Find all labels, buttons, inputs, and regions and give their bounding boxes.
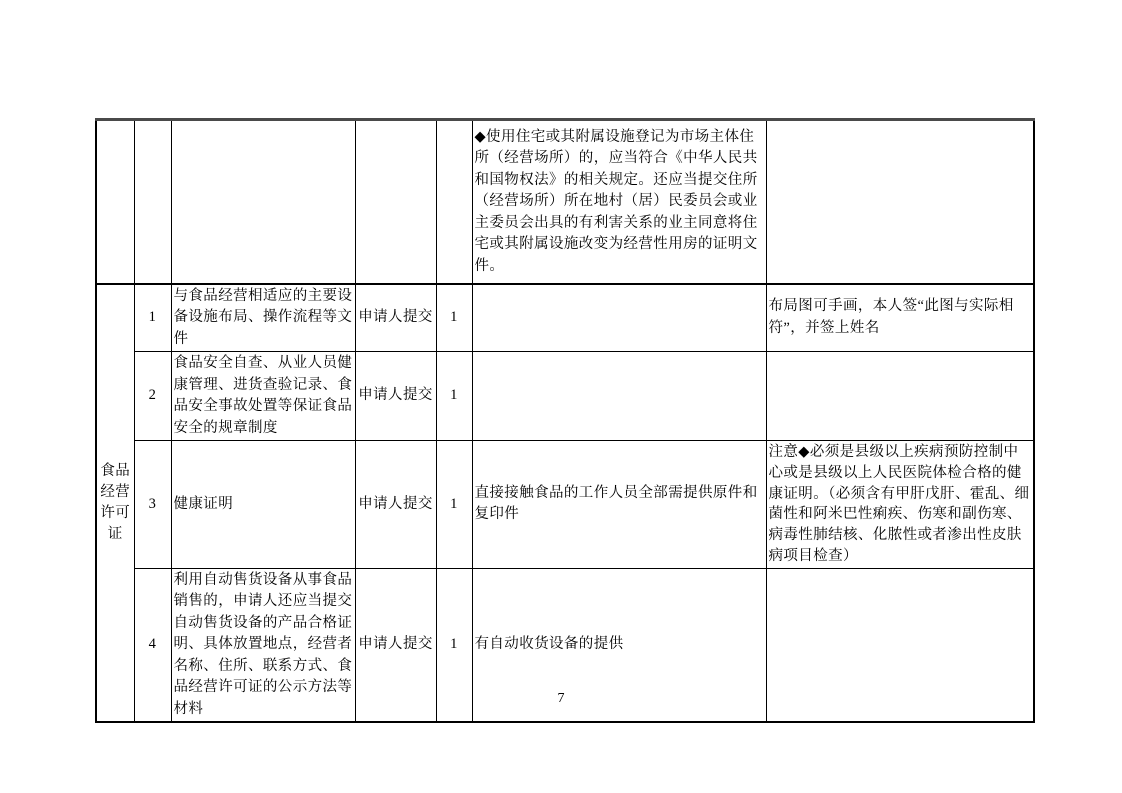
remark-cell <box>766 352 1034 441</box>
table-row <box>96 352 1034 441</box>
table-row <box>96 441 1034 569</box>
material-cell-empty <box>171 120 355 284</box>
submitter-cell: 申请人提交 <box>355 441 436 569</box>
quantity-cell: 1 <box>436 441 472 569</box>
material-cell: 与食品经营相适应的主要设备设施布局、操作流程等文件 <box>171 284 355 352</box>
table-row <box>96 284 1034 352</box>
table-row-continuation <box>96 120 1034 284</box>
material-cell: 健康证明 <box>171 441 355 569</box>
remark-cell <box>766 120 1034 284</box>
row-number-cell-empty <box>134 120 171 284</box>
material-cell: 利用自动售货设备从事食品销售的，申请人还应当提交自动售货设备的产品合格证明、具体放置地点，经营者名称、住所、联系方式、食品经营许可证的公示方法等材料 <box>171 568 355 722</box>
submitter-cell-empty <box>355 120 436 284</box>
quantity-cell: 1 <box>436 284 472 352</box>
row-number-cell: 2 <box>134 352 171 441</box>
quantity-cell-empty <box>436 120 472 284</box>
category-cell-empty <box>96 120 134 284</box>
category-label: 食品经营许可证 <box>100 462 131 542</box>
submitter-cell: 申请人提交 <box>355 284 436 352</box>
page-number: 7 <box>557 691 565 706</box>
description-cell <box>472 284 766 352</box>
license-materials-table <box>95 118 1035 723</box>
remark-cell: 注意◆必须是县级以上疾病预防控制中心或是县级以上人民医院体检合格的健康证明。（必须含有甲肝戊肝、霍乱、细菌性和阿米巴性痢疾、伤寒和副伤寒、病毒性肺结核、化脓性或者渗出性皮肤病项目检查） <box>766 441 1034 569</box>
description-cell: 有自动收货设备的提供 <box>472 568 766 722</box>
category-cell <box>96 284 134 723</box>
row-number-cell: 3 <box>134 441 171 569</box>
description-cell <box>472 352 766 441</box>
row-number-cell: 4 <box>134 568 171 722</box>
description-cell: 直接接触食品的工作人员全部需提供原件和复印件 <box>472 441 766 569</box>
description-cell: ◆使用住宅或其附属设施登记为市场主体住所（经营场所）的，应当符合《中华人民共和国物权法》的相关规定。还应当提交住所（经营场所）所在地村（居）民委员会或业主委员会出具的有利害关系的业主同意将住宅或其附属设施改变为经营性用房的证明文件。 <box>472 120 766 284</box>
remark-cell: 布局图可手画，本人签“此图与实际相符”，并签上姓名 <box>766 284 1034 352</box>
quantity-cell: 1 <box>436 568 472 722</box>
submitter-cell: 申请人提交 <box>355 568 436 722</box>
material-cell: 食品安全自查、从业人员健康管理、进货查验记录、食品安全事故处置等保证食品安全的规章制度 <box>171 352 355 441</box>
row-number-cell: 1 <box>134 284 171 352</box>
quantity-cell: 1 <box>436 352 472 441</box>
submitter-cell: 申请人提交 <box>355 352 436 441</box>
